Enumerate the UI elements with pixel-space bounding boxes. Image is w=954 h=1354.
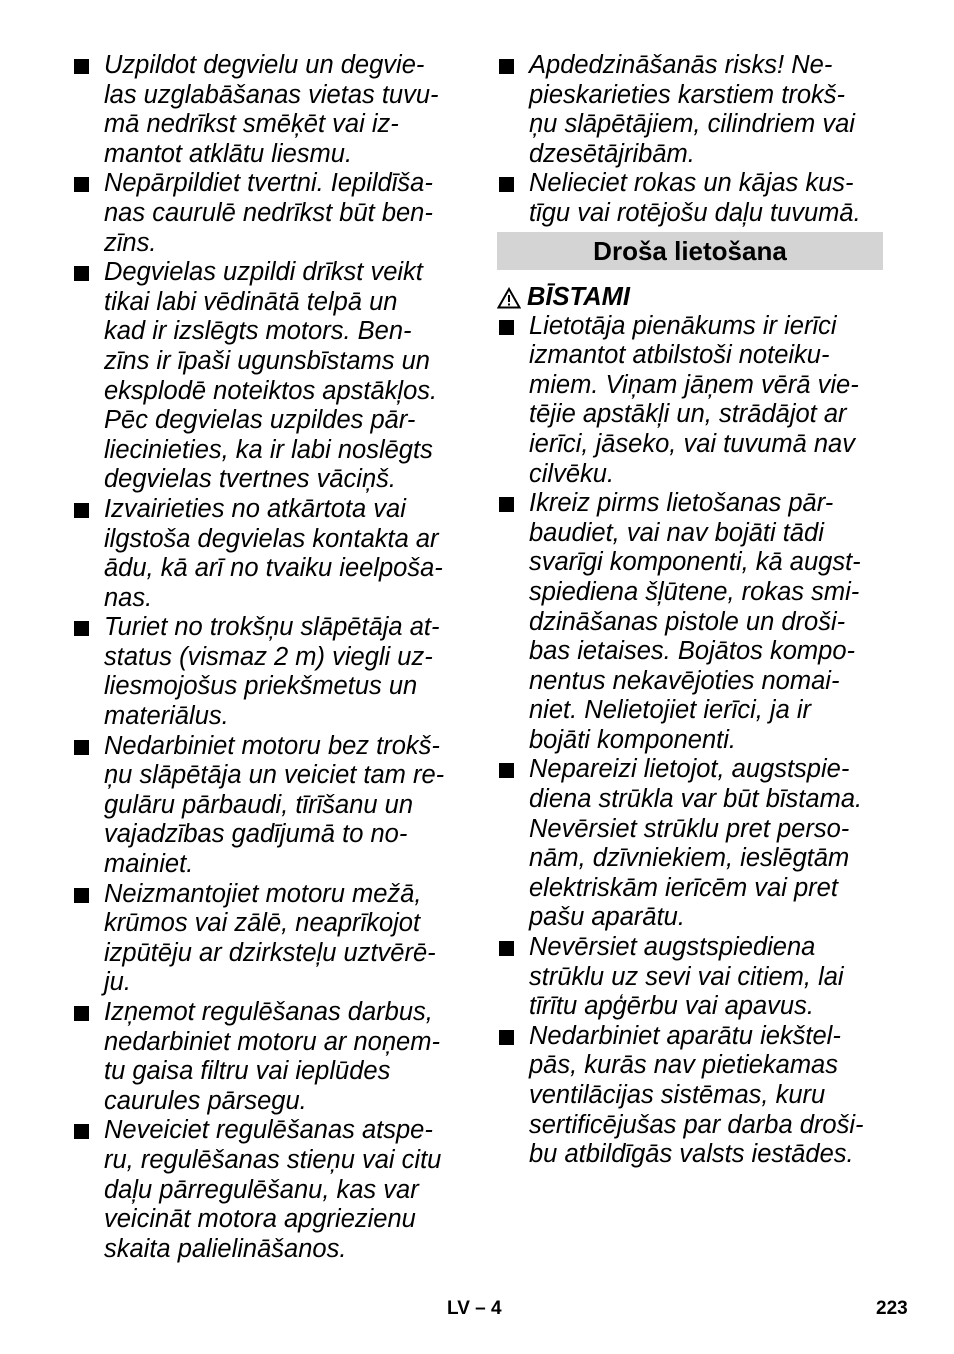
- text-line: materiālus.: [104, 702, 229, 731]
- bullet-square-icon: [74, 621, 89, 636]
- text-line: zīns ir īpaši ugunsbīstams un: [104, 346, 430, 375]
- footer-section-code: LV – 4: [447, 1298, 502, 1319]
- bullet-square-icon: [74, 266, 89, 281]
- list-item: [72, 51, 462, 169]
- bullet-square-icon: [74, 888, 89, 903]
- text-line: nentus nekavējoties nomai-: [529, 666, 840, 695]
- text-line: Nedarbiniet aparātu iekštel-: [529, 1021, 841, 1050]
- left-column: [72, 51, 462, 1264]
- text-line: miem. Viņam jāņem vērā vie-: [529, 370, 859, 399]
- list-item: [72, 169, 462, 258]
- text-line: Nelieciet rokas un kājas kus-: [529, 169, 854, 198]
- text-line: Lietotāja pienākums ir ierīci: [529, 311, 837, 340]
- text-line: eksplodē noteiktos apstākļos.: [104, 376, 438, 405]
- text-line: Apdedzināšanās risks! Ne-: [529, 51, 833, 79]
- list-item: [72, 495, 462, 613]
- text-line: pās, kurās nav pietiekamas: [529, 1051, 838, 1080]
- text-line: baudiet, vai nav bojāti tādi: [529, 518, 824, 547]
- text-line: liecinieties, ka ir labi noslēgts: [104, 435, 433, 464]
- text-line: Turiet no trokšņu slāpētāja at-: [104, 613, 440, 642]
- bullet-square-icon: [74, 1124, 89, 1139]
- list-item: [497, 51, 887, 169]
- text-line: dzināšanas pistole un droši-: [529, 607, 846, 636]
- text-line: pieskarieties karstiem trokš-: [529, 80, 845, 109]
- text-line: Uzpildot degvielu un degvie-: [104, 51, 425, 79]
- text-line: niet. Nelietojiet ierīci, ja ir: [529, 696, 812, 725]
- bullet-square-icon: [74, 177, 89, 192]
- right-bottom-bullet-list: [497, 312, 887, 1170]
- warning-triangle-icon: [497, 286, 521, 308]
- footer-page-number: 223: [876, 1298, 908, 1319]
- text-line: caurules pārsegu.: [104, 1086, 307, 1115]
- text-line: zīns.: [104, 228, 157, 257]
- text-line: mantot atklātu liesmu.: [104, 139, 353, 168]
- text-line: ādu, kā arī no tvaiku ieelpoša-: [104, 554, 443, 583]
- text-line: Ikreiz pirms lietošanas pār-: [529, 489, 834, 518]
- bullet-square-icon: [499, 59, 514, 74]
- bullet-square-icon: [74, 503, 89, 518]
- text-line: bas ietaises. Bojātos kompo-: [529, 637, 855, 666]
- bullet-square-icon: [499, 1030, 514, 1045]
- text-line: ventilācijas sistēmas, kuru: [529, 1081, 826, 1109]
- text-line: ju.: [104, 968, 131, 997]
- text-line: ņu slāpētājiem, cilindriem vai: [529, 110, 855, 139]
- text-line: ņu slāpētāja un veiciet tam re-: [104, 761, 445, 790]
- text-line: Izvairieties no atkārtota vai: [104, 494, 406, 523]
- text-line: Nedarbiniet motoru bez trokš-: [104, 731, 440, 760]
- bullet-square-icon: [499, 941, 514, 956]
- list-item: [497, 169, 887, 228]
- text-line: tīgu vai rotējošu daļu tuvumā.: [529, 198, 861, 227]
- list-item: [72, 613, 462, 731]
- text-line: ru, regulēšanas stieņu vai citu: [104, 1145, 442, 1174]
- text-line: krūmos vai zālē, neaprīkojot: [104, 909, 421, 938]
- list-item: [497, 755, 887, 933]
- text-line: gulāru pārbaudi, tīrīšanu un: [104, 790, 414, 819]
- text-line: dzesētājribām.: [529, 139, 695, 168]
- text-line: tu gaisa filtru vai ieplūdes: [104, 1057, 391, 1086]
- list-item: [72, 732, 462, 880]
- text-line: Neveiciet regulēšanas atspe-: [104, 1116, 433, 1145]
- text-line: Neizmantojiet motoru mežā,: [104, 879, 422, 908]
- text-line: Degvielas uzpildi drīkst veikt: [104, 258, 423, 287]
- text-line: spiediena šļūtene, rokas smi-: [529, 577, 860, 606]
- text-line: nas caurulē nedrīkst būt ben-: [104, 198, 433, 227]
- text-line: pašu aparātu.: [529, 903, 685, 932]
- bullet-square-icon: [74, 740, 89, 755]
- text-line: status (vismaz 2 m) viegli uz-: [104, 642, 433, 671]
- text-line: las uzglabāšanas vietas tuvu-: [104, 80, 439, 109]
- text-line: mā nedrīkst smēķēt vai iz-: [104, 110, 399, 139]
- text-line: Nepārpildiet tvertni. Iepildīša-: [104, 169, 433, 198]
- bullet-square-icon: [499, 763, 514, 778]
- text-line: mainiet.: [104, 850, 194, 879]
- text-line: nedarbiniet motoru ar noņem-: [104, 1027, 440, 1056]
- text-line: tīrītu apģērbu vai apavus.: [529, 992, 814, 1021]
- bullet-square-icon: [499, 497, 514, 512]
- text-line: nas.: [104, 583, 153, 612]
- text-line: sertificējušas par darba droši-: [529, 1110, 864, 1139]
- bullet-square-icon: [74, 59, 89, 74]
- text-line: izmantot atbilstoši noteiku-: [529, 341, 830, 370]
- text-line: kad ir izslēgts motors. Ben-: [104, 317, 412, 346]
- text-line: liesmojošus priekšmetus un: [104, 672, 418, 701]
- text-line: cilvēku.: [529, 459, 615, 488]
- left-bullet-list: [72, 51, 462, 1264]
- bullet-square-icon: [499, 177, 514, 192]
- text-line: tikai labi vēdinātā telpā un: [104, 287, 398, 316]
- right-top-bullet-list: [497, 51, 887, 229]
- text-line: Nevērsiet strūklu pret perso-: [529, 814, 850, 843]
- list-item: [72, 1116, 462, 1264]
- bullet-square-icon: [499, 320, 514, 335]
- text-line: ilgstoša degvielas kontakta ar: [104, 524, 439, 553]
- list-item: [72, 880, 462, 998]
- text-line: bojāti komponenti.: [529, 725, 736, 754]
- text-line: ierīci, jāseko, vai tuvumā nav: [529, 429, 855, 458]
- text-line: veicināt motora apgriezienu: [104, 1205, 416, 1234]
- text-line: skaita palielināšanos.: [104, 1234, 347, 1263]
- list-item: [497, 1022, 887, 1170]
- text-line: Pēc degvielas uzpildes pār-: [104, 406, 416, 435]
- list-item: [497, 312, 887, 490]
- text-line: daļu pārregulēšanu, kas var: [104, 1175, 419, 1204]
- text-line: bu atbildīgās valsts iestādes.: [529, 1140, 854, 1169]
- text-line: elektriskām ierīcēm vai pret: [529, 873, 838, 902]
- text-line: diena strūkla var būt bīstama.: [529, 785, 863, 814]
- text-line: Izņemot regulēšanas darbus,: [104, 998, 433, 1026]
- text-line: izpūtēju ar dzirksteļu uztvērē-: [104, 938, 436, 967]
- bullet-square-icon: [74, 1006, 89, 1021]
- list-item: [72, 998, 462, 1116]
- section-heading: Droša lietošana: [497, 232, 883, 270]
- list-item: [497, 933, 887, 1022]
- warning-label: BĪSTAMI: [527, 282, 630, 311]
- text-line: Nevērsiet augstspiediena: [529, 933, 816, 962]
- text-line: vajadzības gadījumā to no-: [104, 820, 408, 849]
- text-line: nām, dzīvniekiem, ieslēgtām: [529, 844, 850, 873]
- danger-warning: [497, 282, 887, 312]
- list-item: [72, 258, 462, 495]
- text-line: degvielas tvertnes vāciņš.: [104, 465, 396, 494]
- right-column: [497, 51, 887, 1170]
- text-line: strūklu uz sevi vai citiem, lai: [529, 962, 844, 991]
- text-line: Nepareizi lietojot, augstspie-: [529, 755, 850, 784]
- list-item: [497, 489, 887, 755]
- text-line: svarīgi komponenti, kā augst-: [529, 548, 861, 577]
- text-line: tējie apstākļi un, strādājot ar: [529, 400, 847, 429]
